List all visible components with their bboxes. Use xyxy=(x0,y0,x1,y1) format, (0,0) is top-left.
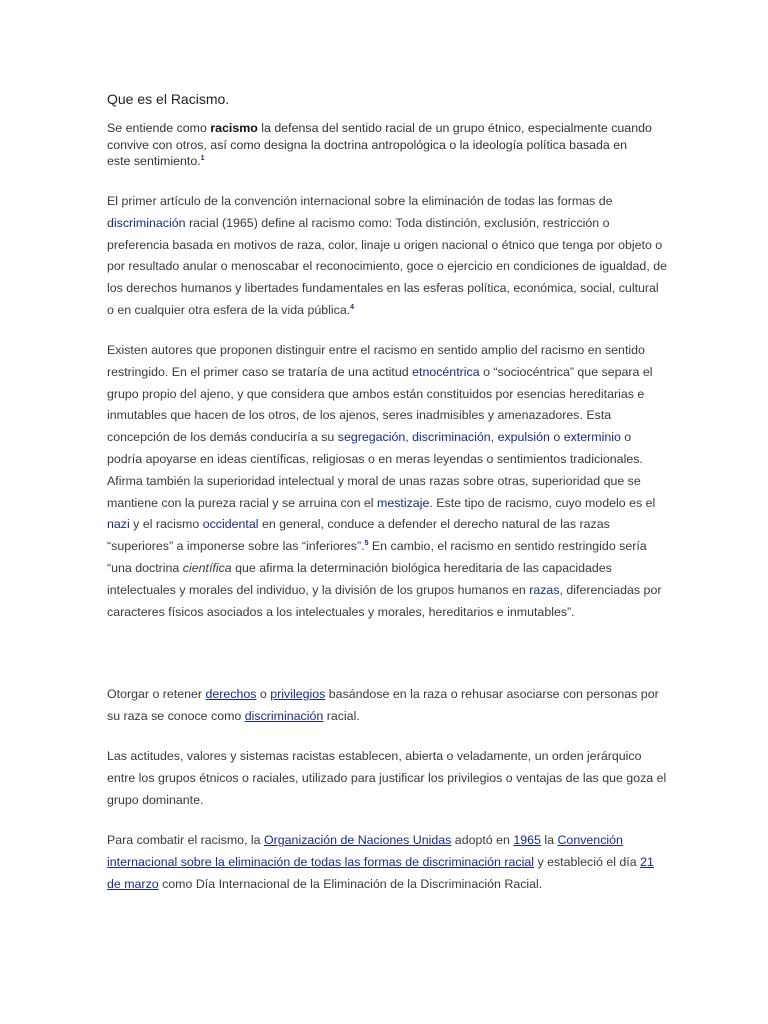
paragraph-un-convention xyxy=(107,830,667,895)
text: o “sociocéntrica” que separa el grupo propio del ajeno, y que considera que ambos están constituidos por esencias hereditarias e inmutables que hacen de los otros, de los ajenos, seres inadmisibles y amenazadores. Esta concepción de los demás conduciría a su xyxy=(107,364,653,445)
paragraph-racism-types xyxy=(107,340,667,623)
link-exterminio[interactable]: exterminio xyxy=(563,430,621,445)
footnote-ref[interactable]: 4 xyxy=(350,303,355,311)
text: y el racismo xyxy=(129,517,203,532)
link-razas[interactable]: razas xyxy=(529,582,560,597)
text: En cambio, el racismo en sentido restringido sería “una doctrina xyxy=(107,539,647,575)
text: racial. xyxy=(323,708,360,723)
page-title: Que es el Racismo. xyxy=(107,91,230,107)
link-1965[interactable]: 1965 xyxy=(513,833,541,847)
text: basándose en la raza o rehusar asociarse con personas por su raza se conoce como xyxy=(107,687,659,723)
text: Existen autores que proponen distinguir entre el racismo en sentido amplio del racismo en sentido restringido. En el primer caso se trataría de una actitud xyxy=(107,343,645,379)
link-mestizaje[interactable]: mestizaje xyxy=(377,495,430,510)
link-discriminacion[interactable]: discriminación xyxy=(107,215,186,230)
text: y estableció el día xyxy=(534,854,641,869)
paragraph-definition xyxy=(107,191,667,322)
text: Se entiende como xyxy=(107,121,211,135)
text: la defensa del sentido racial de un grupo étnico, especialmente cuando convive con otros, así como designa la doctrina antropológica o la ideología política basada en este sentimiento. xyxy=(107,121,652,168)
link-privilegios[interactable]: privilegios xyxy=(270,687,326,701)
text: , xyxy=(490,430,498,445)
link-expulsion[interactable]: expulsión xyxy=(497,430,550,445)
text: o xyxy=(549,430,564,445)
paragraph-attitudes: Las actitudes, valores y sistemas racistas establecen, abierta o veladamente, un orden jerárquico entre los grupos étnicos o raciales, utilizado para justificar los privilegios o ventajas de las que goza el grupo dominante. xyxy=(107,749,667,807)
link-convencion[interactable]: Convención internacional sobre la eliminación de todas las formas de discriminación racial xyxy=(107,833,623,869)
text: o xyxy=(256,687,271,701)
footnote-ref[interactable]: 5 xyxy=(364,540,369,548)
footnote-ref[interactable]: 1 xyxy=(200,154,205,162)
link-discriminacion[interactable]: discriminación xyxy=(412,430,491,445)
link-occidental[interactable]: occidental xyxy=(202,517,259,532)
text: adoptó en xyxy=(451,833,514,847)
text: como Día Internacional de la Eliminación de la Discriminación Racial. xyxy=(158,876,543,891)
text: o podría apoyarse en ideas científicas, religiosas o en meras leyendas o sentimientos tradicionales. Afirma también la superioridad intelectual y moral de unas razas sobre otras, superioridad que se mantiene con la pureza racial y se arruina con el xyxy=(107,430,643,510)
text: Para combatir el racismo, la xyxy=(107,833,265,847)
bold-term: racismo xyxy=(210,121,258,135)
link-discriminacion[interactable]: discriminación xyxy=(244,708,324,723)
text: que afirma la determinación biológica hereditaria de las capacidades intelectuales y morales del individuo, y la división de los grupos humanos en xyxy=(107,560,612,597)
text: la xyxy=(540,833,558,847)
text: El primer artículo de la convención internacional sobre la eliminación de todas las formas de xyxy=(107,194,613,208)
link-segregacion[interactable]: segregación xyxy=(337,430,406,445)
text: , xyxy=(405,430,413,445)
text: , diferenciadas por caracteres físicos asociados a los intelectuales y morales, hereditarios e inmutables”. xyxy=(107,582,662,619)
link-nazi[interactable]: nazi xyxy=(107,517,130,532)
italic-term: científica xyxy=(182,560,232,575)
link-etnocentrica[interactable]: etnocéntrica xyxy=(412,364,480,379)
link-derechos[interactable]: derechos xyxy=(205,687,257,701)
text: Otorgar o retener xyxy=(107,687,206,701)
text: . Este tipo de racismo, cuyo modelo es el xyxy=(429,495,656,510)
link-onu[interactable]: Organización de Naciones Unidas xyxy=(264,833,452,847)
text: racial (1965) define al racismo como: Toda distinción, exclusión, restricción o preferencia basada en motivos de raza, color, linaje u origen nacional o étnico que tenga por objeto o por resultado anular o menoscabar el reconocimiento, goce o ejercicio en condiciones de igualdad, de los derechos humanos y libertades fundamentales en las esferas política, económica, social, cultural o en cualquier otra esfera de la vida pública. xyxy=(107,215,667,317)
text: en general, conduce a defender el derecho natural de las razas “superiores” a imponerse sobre las “inferiores”. xyxy=(107,517,610,554)
paragraph-discrimination xyxy=(107,684,667,728)
intro-paragraph xyxy=(107,120,652,170)
link-21-de-marzo[interactable]: 21 de marzo xyxy=(107,854,654,891)
